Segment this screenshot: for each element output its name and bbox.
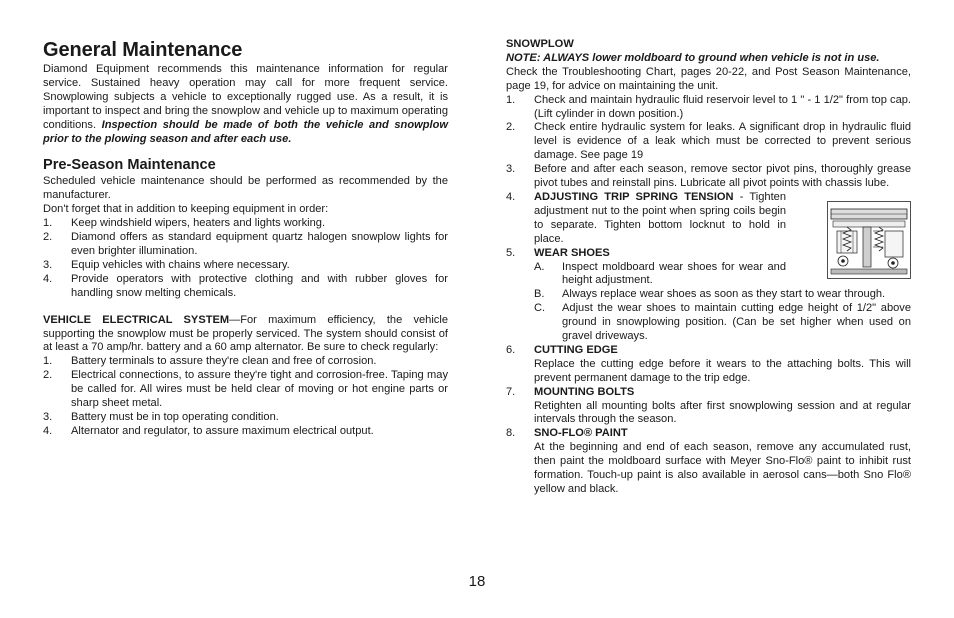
- list-item: 2. Check entire hydraulic system for leaks. A significant drop in hydraulic fluid level is evidence of a leak which must be corrected to prevent serious damage. See page 19: [506, 121, 911, 162]
- list-item: 3. Battery must be in top operating condition.: [43, 410, 279, 423]
- list-item: 3. Before and after each season, remove sector pivot pins, thoroughly grease pivot tubes and reinstall pins. Lubricate all pivot points with chassis lube.: [506, 163, 911, 190]
- list-item: 1. Keep windshield wipers, heaters and lights working.: [43, 217, 326, 230]
- list-item: 2. Diamond offers as standard equipment quartz halogen snowplow lights for even brighter illumination.: [43, 231, 448, 257]
- list-item: 5. WEAR SHOES A. Inspect moldboard wear shoes for wear and height adjustment. B. Always replace wear shoes as soon as they start to wear through. C. Adjust the wear shoes to maintain cutting edge height of 1/2" above ground in snowplowing position. (Can be set higher when used on gravel driveways.: [506, 246, 911, 343]
- intro-paragraph: [43, 63, 448, 146]
- electrical-text: —For maximum efficiency, the vehicle supporting the snowplow must be properly serviced. The system should consist of at least a 70 amp/hr. battery and a 60 amp alternator. Be sure to check regularly:: [43, 313, 448, 354]
- electrical-heading: VEHICLE ELECTRICAL SYSTEM: [43, 313, 230, 326]
- list-item: 3. Equip vehicles with chains where necessary.: [43, 258, 290, 271]
- list-item: 7. MOUNTING BOLTS Retighten all mounting bolts after first snowplowing session and at regular intervals through the season.: [506, 385, 911, 426]
- electrical-paragraph: [43, 314, 448, 356]
- intro-text: Diamond Equipment recommends this maintenance information for regular service. Sustained heavy operation may call for more frequent service. Snowplowing subjects a vehicle to exceptionally rugged use. As a result, it is important to inspect and bring the snowplow and vehicle up to maximum operating conditions.: [43, 63, 448, 131]
- list-item: 1. Check and maintain hydraulic fluid reservoir level to 1 " - 1 1/2" from top cap. (Lift cylinder in down position.): [506, 93, 911, 120]
- list-item: 4. ADJUSTING TRIP SPRING TENSION - Tighten adjustment nut to the point when spring coils begin to separate. Tighten bottom locknut to hold in place.: [506, 190, 787, 245]
- preseason-text-1: Scheduled vehicle maintenance should be performed as recommended by the manufacturer.: [43, 175, 448, 202]
- list-item: 4. Alternator and regulator, to assure maximum electrical output.: [43, 424, 374, 437]
- list-item: 1. Battery terminals to assure they're clean and free of corrosion.: [43, 355, 377, 368]
- list-item: 2. Electrical connections, to assure they're tight and corrosion-free. Taping may be called for. All wires must be held clear of moving or hot engine parts or sharp sheet metal.: [43, 369, 448, 410]
- page-number: 18: [468, 573, 486, 590]
- snowplow-heading: SNOWPLOW: [506, 38, 574, 50]
- page-title: General Maintenance: [43, 39, 243, 61]
- snowplow-check-text: Check the Troubleshooting Chart, pages 20-22, and Post Season Maintenance, page 19, for advice on maintaining the unit.: [506, 65, 911, 92]
- snowplow-note: NOTE: ALWAYS lower moldboard to ground when vehicle is not in use.: [506, 51, 880, 64]
- list-item: 6. CUTTING EDGE Replace the cutting edge before it wears to the attaching bolts. This will prevent permanent damage to the trip edge.: [506, 343, 911, 384]
- sub-item: C. Adjust the wear shoes to maintain cutting edge height of 1/2" above ground in snowplowing position. (Can be set higher when used on gravel driveways.: [534, 302, 911, 343]
- snowplow-list: [506, 94, 911, 497]
- preseason-heading: Pre-Season Maintenance: [43, 157, 216, 174]
- preseason-text-2: Don't forget that in addition to keeping equipment in order:: [43, 203, 329, 216]
- left-column: [43, 38, 448, 439]
- electrical-list: [43, 355, 448, 438]
- preseason-list: [43, 217, 448, 300]
- intro-emphasis: Inspection should be made of both the vehicle and snowplow prior to the plowing season and after each use.: [43, 118, 449, 145]
- list-item: 8. SNO-FLO® PAINT At the beginning and end of each season, remove any accumulated rust, then paint the moldboard surface with Meyer Sno-Flo® paint to inhibit rust formation. Touch-up paint is also available in aerosol cans—both Sno Flo® yellow and black.: [506, 427, 911, 495]
- sub-item: B. Always replace wear shoes as soon as they start to wear through.: [534, 288, 886, 301]
- trip-spring-diagram-icon: [827, 201, 911, 279]
- sub-item: A. Inspect moldboard wear shoes for wear and height adjustment.: [534, 260, 786, 287]
- list-item: 4. Provide operators with protective clothing and with rubber gloves for handling snow melting chemicals.: [43, 272, 448, 299]
